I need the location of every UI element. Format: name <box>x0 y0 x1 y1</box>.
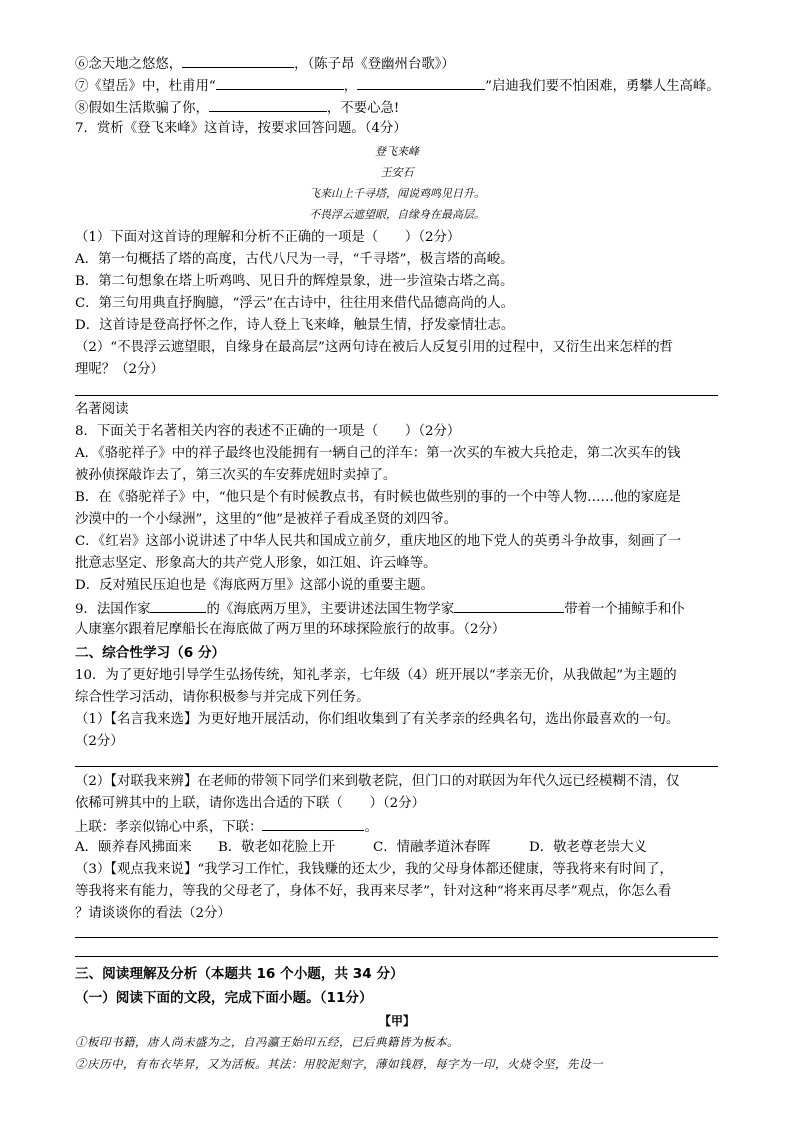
fill-in-6 <box>75 53 719 75</box>
passage-para-1: ①板印书籍，唐人尚未盛为之，自冯瀛王始印五经，已后典籍皆为板本。 <box>75 1035 459 1049</box>
q10-line1: 10．为了更好地引导学生弘扬传统，知礼孝亲，七年级（4）班开展以“孝亲无价，从我做起”为主题的 <box>75 668 677 683</box>
couplet-upper: 上联：孝亲似锦心中系，下联： <box>75 820 263 835</box>
q9-line1 <box>75 598 719 620</box>
line8-pre: ⑧假如生活欺骗了你， <box>75 101 209 116</box>
q7-option-d: D．这首诗是登高抒怀之作，诗人登上飞来峰，触景生情，抒发豪情壮志。 <box>75 318 515 333</box>
q10-sub2-line1: （2）【对联我来辨】在老师的带领下同学们来到敬老院，但门口的对联因为年代久远已经模糊不清，仅 <box>75 774 680 789</box>
blank-7a[interactable] <box>216 75 344 90</box>
passage-label-jia: 【甲】 <box>378 1014 415 1028</box>
couplet-option-a: A．颐养春风拂面来 <box>75 840 192 855</box>
passage-para-2: ②庆历中，有布衣毕昇，又为活板。其法：用胶泥刻字，薄如钱唇，每字为一印，火烧令坚，先设一 <box>75 1057 603 1071</box>
q8-option-a-2: 被孙侦探敲诈去了，第三次买的车安葬虎妞时卖掉了。 <box>75 468 397 483</box>
q10-sub1-line1: （1）【名言我来选】为更好地开展活动，你们组收集到了有关孝亲的经典名句，选出你最喜欢的一句。 <box>75 712 680 727</box>
q9-line2: 人康塞尔跟着尼摩船长在海底做了两万里的环球探险旅行的故事。（2分） <box>75 622 506 637</box>
poem-line-2: 不畏浮云遮望眼，自缘身在最高层。 <box>309 208 485 221</box>
q9-blank-author[interactable] <box>150 598 206 613</box>
q8-stem: 8．下面关于名著相关内容的表述不正确的一项是（ ）（2分） <box>75 424 461 439</box>
blank-8[interactable] <box>209 97 327 112</box>
q10-sub2-line2: 依稀可辨其中的上联，请你选出合适的下联（ ）（2分） <box>75 796 425 811</box>
part3-heading: 三、阅读理解及分析（本题共 16 个小题，共 34 分） <box>75 966 404 982</box>
q9-mid: 的《海底两万里》，主要讲述法国生物学家 <box>206 602 455 617</box>
q7-sub2-line1: （2）“不畏浮云遮望眼，自缘身在最高层”这两句诗在被后人反复引用的过程中，又衍生出来怎样的哲 <box>75 340 674 355</box>
q7-option-a: A．第一句概括了塔的高度，古代八尺为一寻，“千寻塔”，极言塔的高峻。 <box>75 252 514 267</box>
poem-title: 登飞来峰 <box>375 145 419 158</box>
couplet-options <box>75 838 719 858</box>
q9-blank-biologist[interactable] <box>454 598 564 613</box>
q7-sub1: （1）下面对这首诗的理解和分析不正确的一项是（ ）（2分） <box>75 230 461 245</box>
blank-7b[interactable] <box>357 75 485 90</box>
q7-stem: 7．赏析《登飞来峰》这首诗，按要求回答问题。（4分） <box>75 121 407 136</box>
fill-in-7: ⑦《望岳》中，杜甫用“ ， ”启迪我们要不怕困难，勇攀人生高峰。 <box>75 75 719 97</box>
couplet-option-d: D．敬老尊老崇大义 <box>529 840 647 855</box>
couplet-option-b: B．敬老如花脸上开 <box>218 840 335 855</box>
answer-line-q10-1[interactable] <box>75 766 718 767</box>
q8-option-c-2: 批意志坚定、形象高大的共产党人形象，如江姐、许云峰等。 <box>75 556 437 571</box>
answer-line-q10-3a[interactable] <box>75 937 718 938</box>
q8-option-d: D．反对殖民压迫也是《海底两万里》这部小说的重要主题。 <box>75 578 434 593</box>
q9-post: 带着一个捕鲸手和仆 <box>564 602 685 617</box>
blank-6[interactable] <box>182 53 294 68</box>
poem-author: 王安石 <box>380 166 414 179</box>
q10-sub3-line2: 等我将来有能力，等我的父母老了，身体不好，我再来尽孝”，针对这种“将来再尽孝”观点，你怎么看 <box>75 884 672 899</box>
q7-option-c: C．第三句用典直抒胸臆，“浮云”在古诗中，往往用来借代品德高尚的人。 <box>75 296 515 311</box>
q7-sub2-line2: 理呢？（2分） <box>75 362 164 377</box>
q10-sub3-line3: ？请谈谈你的看法（2分） <box>75 906 231 921</box>
classics-heading: 名著阅读 <box>75 402 129 417</box>
q9-pre: 9．法国作家 <box>75 602 151 617</box>
line6-post: ，（陈子昂《登幽州台歌》） <box>294 57 455 72</box>
poem-line-1: 飞来山上千寻塔，闻说鸡鸣见日升。 <box>309 187 485 200</box>
answer-line-q10-3b[interactable] <box>75 956 718 957</box>
q8-option-b-1: B．在《骆驼祥子》中，“他只是个有时候教点书，有时候也做些别的事的一个中等人物……他的家庭是 <box>75 490 681 505</box>
line6-pre: ⑥念天地之悠悠， <box>75 57 183 72</box>
part2-heading: 二、综合性学习（6 分） <box>75 645 226 661</box>
couplet-blank[interactable] <box>262 816 364 831</box>
q10-line2: 综合性学习活动，请你积极参与并完成下列任务。 <box>75 690 370 705</box>
line7-post: ”启迪我们要不怕困难，勇攀人生高峰。 <box>485 79 720 94</box>
answer-line-q7[interactable] <box>75 395 718 396</box>
q8-option-a-1: A．《骆驼祥子》中的祥子最终也没能拥有一辆自己的洋车：第一次买的车被大兵抢走，第二次买车的钱 <box>75 446 681 461</box>
q10-sub1-line2: （2分） <box>75 734 124 749</box>
q10-sub3-line1: （3）【观点我来说】“我学习工作忙，我钱赚的还太少，我的父母身体都还健康，等我将来有时间了， <box>75 862 673 877</box>
fill-in-8 <box>75 97 719 119</box>
q8-option-c-1: C．《红岩》这部小说讲述了中华人民共和国成立前夕，重庆地区的地下党人的英勇斗争故事，刻画了一 <box>75 534 682 549</box>
line7-pre: ⑦《望岳》中，杜甫用“ <box>75 79 216 94</box>
couplet-option-c: C．情融孝道沐春晖 <box>373 840 491 855</box>
q8-option-b-2: 沙漠中的一个小绿洲”，这里的“他”是被祥子看成圣贤的刘四爷。 <box>75 512 458 527</box>
couplet-line: 上联：孝亲似锦心中系，下联： 。 <box>75 816 719 838</box>
part3-subheading: （一）阅读下面的文段，完成下面小题。（11分） <box>75 990 373 1006</box>
line8-post: ，不要心急! <box>326 101 400 116</box>
q7-option-b: B．第二句想象在塔上听鸡鸣、见日升的辉煌景象，进一步渲染古塔之高。 <box>75 274 514 289</box>
